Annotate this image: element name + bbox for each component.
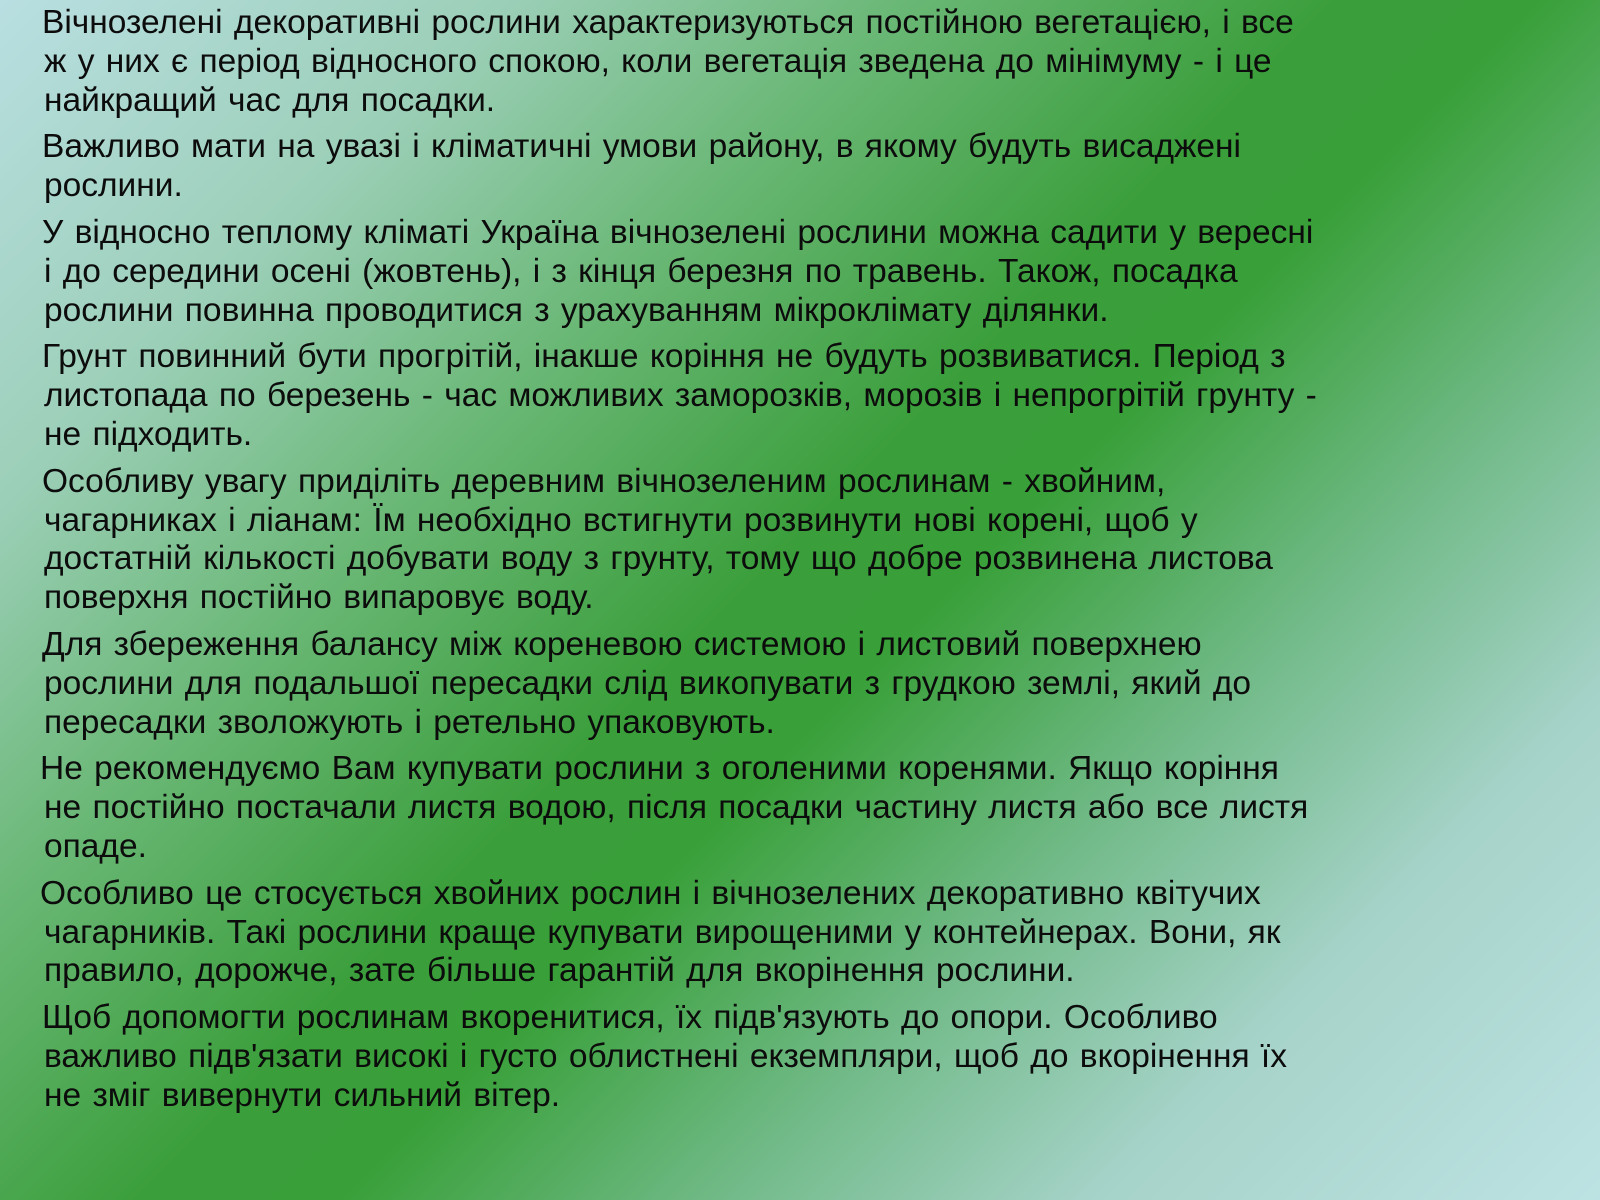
text-line: Особливо це стосується хвойних рослин і вічнозелених декоративно квітучих — [40, 874, 1261, 912]
text-line: поверхня постійно випаровує воду. — [44, 579, 594, 617]
text-block — [40, 4, 1574, 1124]
text-line: У відносно теплому кліматі Україна вічнозелені рослини можна садити у вересні — [42, 213, 1314, 251]
text-line: достатній кількості добувати воду з грунту, тому що добре розвинена листова — [44, 540, 1273, 578]
text-line: листопада по березень - час можливих заморозків, морозів і непрогрітій грунту - — [44, 377, 1317, 415]
text-line: Не рекомендуємо Вам купувати рослини з оголеними коренями. Якщо коріння — [40, 750, 1279, 788]
text-line: найкращий час для посадки. — [44, 81, 496, 119]
text-line: Для збереження балансу між кореневою системою і листовий поверхнею — [42, 625, 1202, 663]
paragraph-8 — [40, 874, 1574, 991]
paragraph-2 — [44, 128, 1574, 206]
text-line: рослини повинна проводитися з урахуванням мікроклімату ділянки. — [44, 291, 1109, 329]
text-line: не зміг вивернути сильний вітер. — [44, 1076, 561, 1114]
text-line: ж у них є період відносного спокою, коли вегетація зведена до мінімуму - і це — [44, 42, 1272, 80]
text-line: Важливо мати на увазі і кліматичні умови району, в якому будуть висаджені — [42, 128, 1241, 166]
paragraph-1 — [44, 4, 1574, 120]
text-line: рослини. — [44, 167, 183, 205]
text-line: пересадки зволожують і ретельно упаковують. — [44, 703, 775, 741]
paragraph-5 — [44, 463, 1574, 618]
paragraph-4 — [44, 338, 1574, 454]
paragraph-9 — [44, 999, 1574, 1115]
text-line: опаде. — [44, 827, 147, 865]
text-line: правило, дорожче, зате більше гарантій для вкорінення рослини. — [44, 952, 1075, 990]
text-line: чагарниках і ліанам: Їм необхідно встигнути розвинути нові корені, щоб у — [44, 501, 1198, 539]
text-line: не постійно постачали листя водою, після посадки частину листя або все листя — [44, 789, 1309, 827]
paragraph-3 — [44, 214, 1574, 330]
text-line: важливо підв'язати високі і густо облистнені екземпляри, щоб до вкорінення їх — [44, 1037, 1287, 1075]
text-line: і до середини осені (жовтень), і з кінця березня по травень. Також, посадка — [44, 252, 1238, 290]
text-line: Особливу увагу приділіть деревним вічнозеленим рослинам - хвойним, — [42, 462, 1166, 500]
text-line: рослини для подальшої пересадки слід викопувати з грудкою землі, який до — [44, 664, 1252, 702]
paragraph-7 — [40, 750, 1574, 866]
text-line: не підходить. — [44, 415, 253, 453]
text-line: Щоб допомогти рослинам вкоренитися, їх підв'язують до опори. Особливо — [42, 999, 1218, 1037]
paragraph-6 — [44, 626, 1574, 742]
text-line: Вічнозелені декоративні рослини характеризуються постійною вегетацією, і все — [42, 4, 1294, 41]
text-line: чагарників. Такі рослини краще купувати вирощеними у контейнерах. Вони, як — [44, 913, 1281, 951]
text-line: Грунт повинний бути прогрітій, інакше коріння не будуть розвиватися. Період з — [42, 338, 1286, 376]
